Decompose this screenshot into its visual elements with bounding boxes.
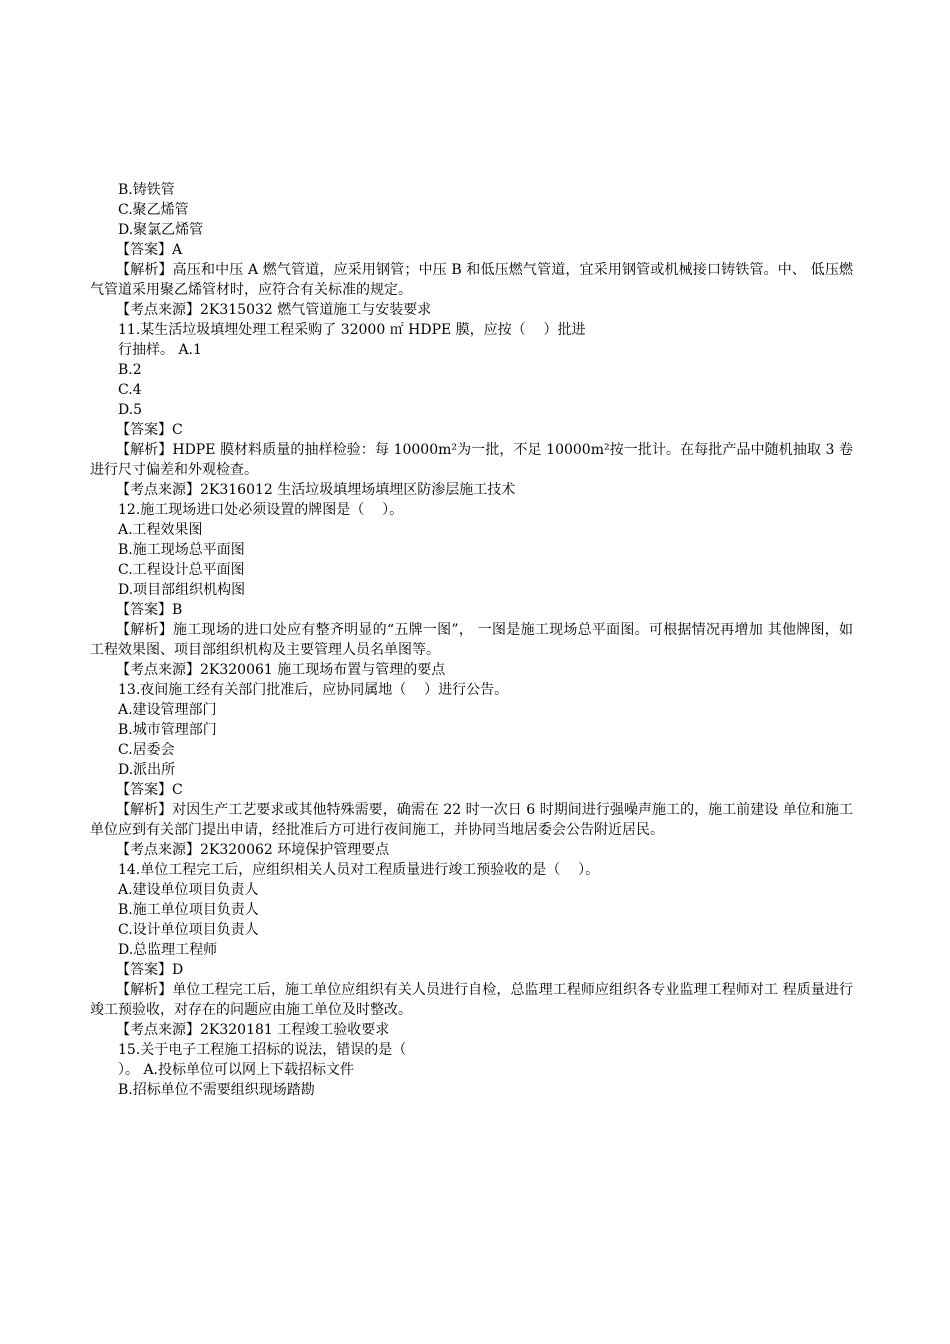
option-d-line: D.5 xyxy=(118,402,143,418)
option-c-line: C.设计单位项目负责人 xyxy=(118,922,259,938)
source-line: 【考点来源】2K320062 环境保护管理要点 xyxy=(116,842,390,858)
option-b-line: B.施工单位项目负责人 xyxy=(118,902,259,918)
option-d-line: D.总监理工程师 xyxy=(118,942,218,958)
analysis-paragraph: 【解析】施工现场的进口处应有整齐明显的“五牌一图”， 一图是施工现场总平面图。可根据情况再增加 其他牌图，如工程效果图、项目部组织机构及主要管理人员名单图等。 xyxy=(90,622,853,658)
analysis-paragraph: 【解析】单位工程完工后，施工单位应组织有关人员进行自检，总监理工程师应组织各专业监理工程师对工 程质量进行竣工预验收，对存在的问题应由施工单位及时整改。 xyxy=(90,982,853,1018)
question-15-continuation: ）。 A.投标单位可以网上下载招标文件 xyxy=(118,1062,355,1078)
source-line: 【考点来源】2K315032 燃气管道施工与安装要求 xyxy=(116,302,432,318)
analysis-paragraph: 【解析】高压和中压 A 燃气管道，应采用钢管；中压 B 和低压燃气管道，宜采用钢管或机械接口铸铁管。中、 低压燃气管道采用聚乙烯管材时，应符合有关标准的规定。 xyxy=(90,262,853,298)
question-11-line: 11.某生活垃圾填埋处理工程采购了 32000 ㎡ HDPE 膜，应按（ ）批进 xyxy=(118,322,586,338)
question-12-line: 12.施工现场进口处必须设置的牌图是（ ）。 xyxy=(118,502,404,518)
analysis-paragraph: 【解析】对因生产工艺要求或其他特殊需要，确需在 22 时一次日 6 时期间进行强噪声施工的，施工前建设 单位和施工单位应到有关部门提出申请，经批准后方可进行夜间施工，并协同当地居委会公告附近居民。 xyxy=(90,802,853,838)
answer-line: 【答案】C xyxy=(116,782,183,798)
option-d-line: D.项目部组织机构图 xyxy=(118,582,246,598)
source-line: 【考点来源】2K320181 工程竣工验收要求 xyxy=(116,1022,390,1038)
option-a-line: A.建设单位项目负责人 xyxy=(118,882,259,898)
analysis-paragraph: 【解析】HDPE 膜材料质量的抽样检验：每 10000m²为一批，不足 10000m²按一批计。在每批产品中随机抽取 3 卷进行尺寸偏差和外观检查。 xyxy=(90,442,853,478)
option-b-line: B.铸铁管 xyxy=(118,182,175,198)
question-11-continuation: 行抽样。 A.1 xyxy=(118,342,202,358)
option-c-line: C.聚乙烯管 xyxy=(118,202,189,218)
option-c-line: C.工程设计总平面图 xyxy=(118,562,245,578)
answer-line: 【答案】B xyxy=(116,602,183,618)
option-c-line: C.4 xyxy=(118,382,142,398)
source-line: 【考点来源】2K316012 生活垃圾填埋场填埋区防渗层施工技术 xyxy=(116,482,516,498)
question-14-line: 14.单位工程完工后，应组织相关人员对工程质量进行竣工预验收的是（ ）。 xyxy=(118,862,600,878)
option-a-line: A.建设管理部门 xyxy=(118,702,217,718)
option-b-line: B.2 xyxy=(118,362,142,378)
option-b-line: B.城市管理部门 xyxy=(118,722,217,738)
option-d-line: D.聚氯乙烯管 xyxy=(118,222,204,238)
document-page xyxy=(0,180,950,1100)
option-b-line: B.施工现场总平面图 xyxy=(118,542,245,558)
source-line: 【考点来源】2K320061 施工现场布置与管理的要点 xyxy=(116,662,446,678)
option-b-line: B.招标单位不需要组织现场踏勘 xyxy=(118,1082,315,1098)
question-15-line: 15.关于电子工程施工招标的说法，错误的是（ xyxy=(118,1042,407,1058)
option-a-line: A.工程效果图 xyxy=(118,522,203,538)
answer-line: 【答案】A xyxy=(116,242,183,258)
option-c-line: C.居委会 xyxy=(118,742,175,758)
answer-line: 【答案】C xyxy=(116,422,183,438)
option-d-line: D.派出所 xyxy=(118,762,176,778)
question-13-line: 13.夜间施工经有关部门批准后，应协同属地（ ）进行公告。 xyxy=(118,682,509,698)
answer-line: 【答案】D xyxy=(116,962,184,978)
